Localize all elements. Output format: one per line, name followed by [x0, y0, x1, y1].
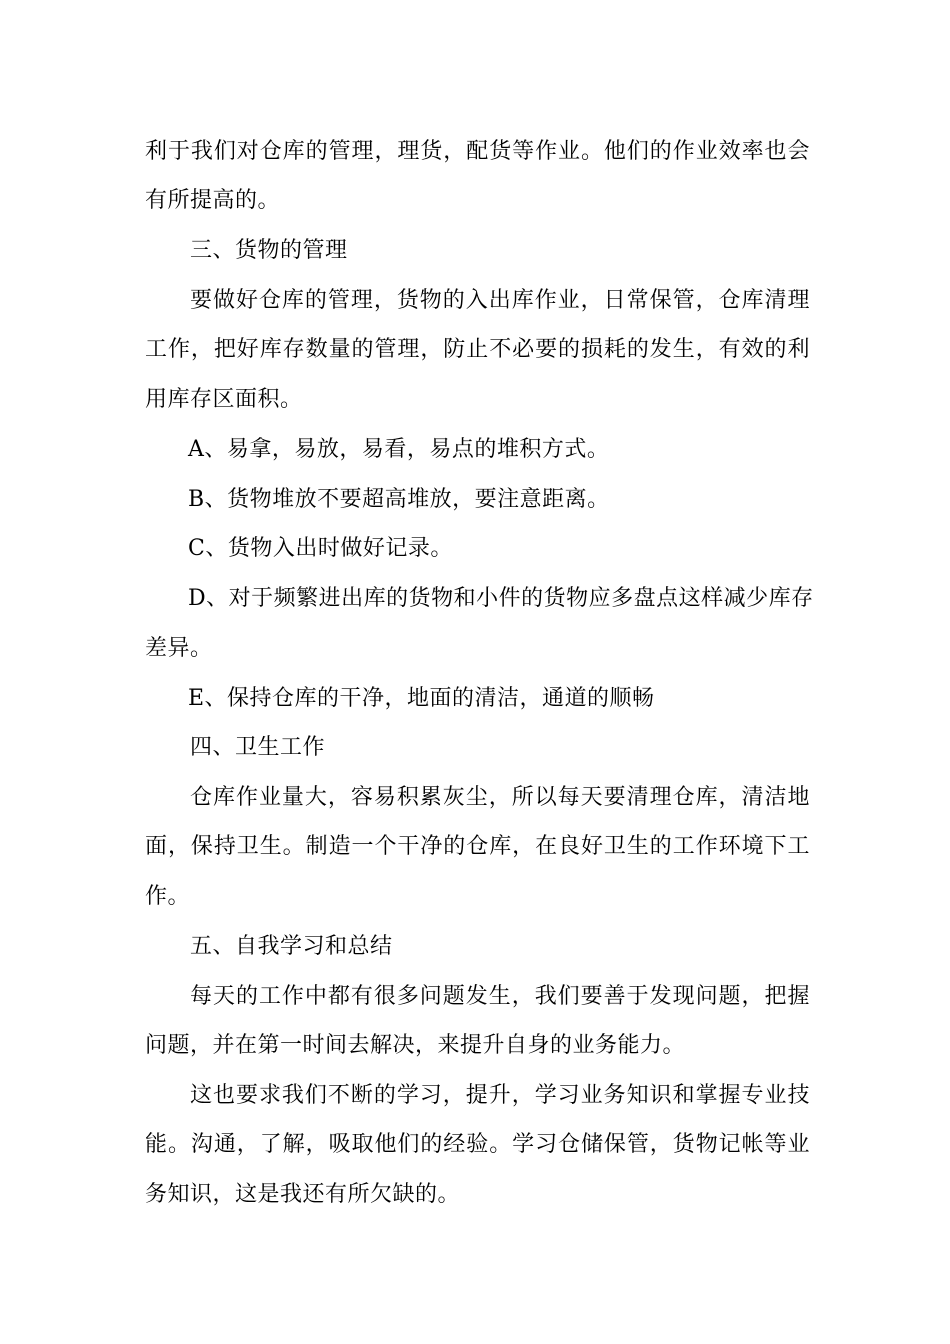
section-heading: 四、卫生工作 [190, 735, 326, 760]
text-line: 面，保持卫生。制造一个干净的仓库，在良好卫生的工作环境下工 [145, 834, 810, 859]
text-line: 能。沟通，了解，吸取他们的经验。学习仓储保管，货物记帐等业 [145, 1132, 810, 1157]
text-line: 这也要求我们不断的学习，提升，学习业务知识和掌握专业技 [190, 1083, 810, 1108]
text-line: 有所提高的。 [145, 188, 281, 213]
text-line: 务知识，这是我还有所欠缺的。 [145, 1182, 461, 1207]
section-heading: 三、货物的管理 [190, 238, 348, 263]
text-line: 工作，把好库存数量的管理，防止不必要的损耗的发生，有效的利 [145, 337, 810, 362]
text-line: 利于我们对仓库的管理，理货，配货等作业。他们的作业效率也会 [145, 139, 810, 164]
text-line: 作。 [145, 884, 191, 909]
list-item: E、保持仓库的干净，地面的清洁，通道的顺畅 [188, 686, 655, 711]
text-line: 要做好仓库的管理，货物的入出库作业，日常保管，仓库清理 [190, 288, 810, 313]
section-heading: 五、自我学习和总结 [190, 934, 393, 959]
text-line: 仓库作业量大，容易积累灰尘，所以每天要清理仓库，清洁地 [190, 785, 810, 810]
list-item: B、货物堆放不要超高堆放，要注意距离。 [188, 487, 610, 512]
text-line: 每天的工作中都有很多问题发生，我们要善于发现问题，把握 [190, 984, 810, 1009]
text-line: 问题，并在第一时间去解决，来提升自身的业务能力。 [145, 1033, 686, 1058]
text-line: 差异。 [145, 636, 213, 661]
list-item: C、货物入出时做好记录。 [188, 536, 453, 561]
list-item: D、对于频繁进出库的货物和小件的货物应多盘点这样减少库存 [188, 586, 814, 611]
text-line: 用库存区面积。 [145, 387, 303, 412]
list-item: A、易拿，易放，易看，易点的堆积方式。 [188, 437, 610, 462]
